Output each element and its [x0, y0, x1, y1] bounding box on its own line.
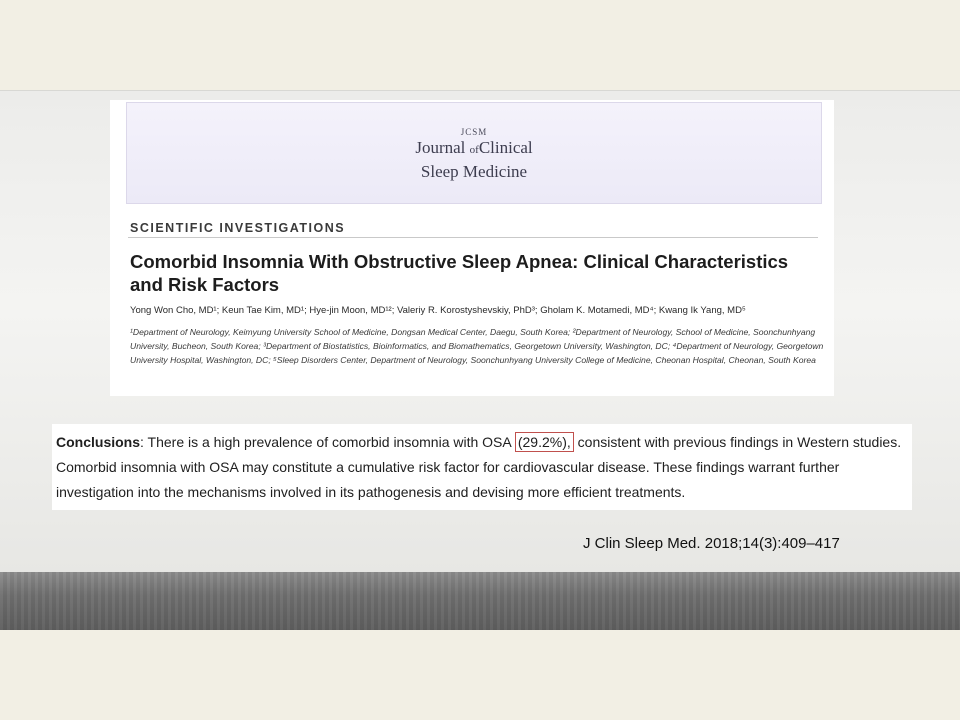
- journal-name-line1: [127, 137, 821, 161]
- citation: J Clin Sleep Med. 2018;14(3):409–417: [583, 535, 840, 552]
- section-label: SCIENTIFIC INVESTIGATIONS: [130, 221, 346, 235]
- paper-title: Comorbid Insomnia With Obstructive Sleep Apnea: Clinical Characteristics and Risk Factors: [130, 251, 789, 295]
- conclusions-excerpt: [52, 424, 912, 510]
- journal-banner: [126, 102, 822, 204]
- conclusions-text-after: consistent with previous findings in Western studies. Comorbid insomnia with OSA may constitute a cumulative risk factor for cardiovascular disease. These findings warrant further investigation into the mechanisms involved in its pathogenesis and devising more efficient treatments.: [56, 434, 902, 500]
- journal-abbreviation: JCSM: [460, 127, 488, 137]
- journal-name-word-of: of: [469, 144, 479, 156]
- affiliations: ¹Department of Neurology, Keimyung University School of Medicine, Dongsan Medical Center, Daegu, South Korea; ²Department of Neurology, School of Medicine, Soonchunhyang University, Bucheon, South Korea; ³Department of Biostatistics, Bioinformatics, and Biomathematics, Georgetown University, Washington, DC; ⁴Department of Neurology, Georgetown University Hospital, Washington, DC; ⁵Sleep Disorders Center, Department of Neurology, Soonchunhyang University College of Medicine, Cheonan Hospital, Cheonan, South Korea: [130, 327, 824, 365]
- floor-band: [0, 572, 960, 630]
- journal-name-line2: Sleep Medicine: [420, 162, 528, 181]
- highlighted-prevalence: (29.2%),: [515, 432, 574, 452]
- section-divider: [128, 237, 818, 238]
- journal-name-word-journal: Journal: [415, 138, 466, 157]
- paper-header-image: [110, 100, 834, 396]
- journal-name-word-clinical: Clinical: [478, 138, 533, 157]
- author-list: Yong Won Cho, MD¹; Keun Tae Kim, MD¹; Hye-jin Moon, MD¹²; Valeriy R. Korostyshevskiy, PhD³; Gholam K. Motamedi, MD⁴; Kwang Ik Yang, MD⁵: [130, 305, 746, 316]
- conclusions-text: [56, 430, 912, 505]
- conclusions-label: Conclusions: [56, 434, 141, 450]
- conclusions-text-before: : There is a high prevalence of comorbid insomnia with OSA: [140, 434, 515, 450]
